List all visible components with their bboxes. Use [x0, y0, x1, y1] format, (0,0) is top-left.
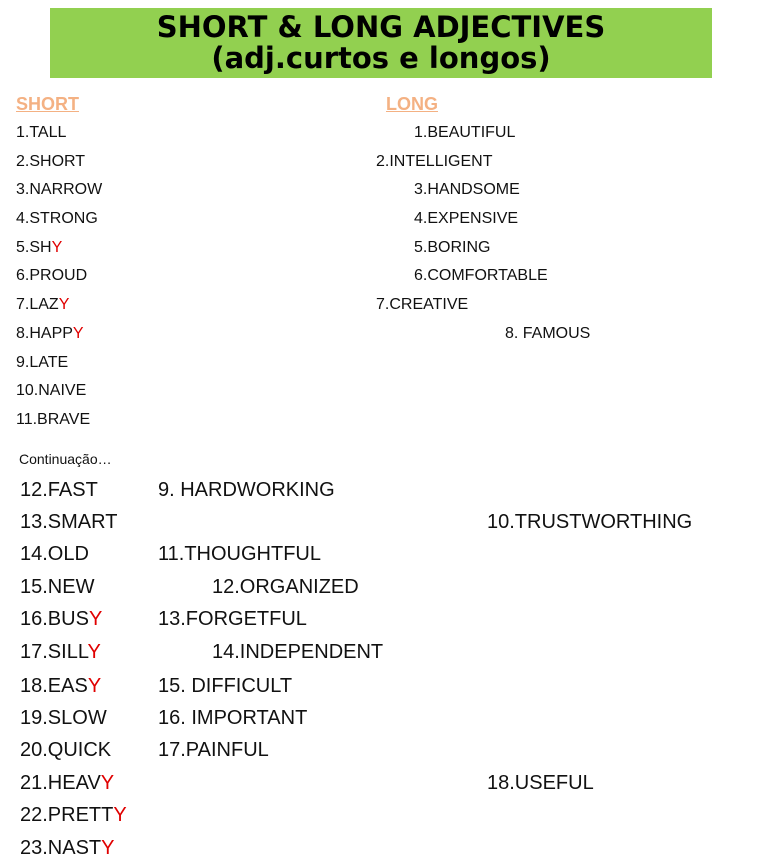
- long-item: 1.BEAUTIFUL: [414, 124, 516, 141]
- long-item: 7.CREATIVE: [376, 296, 469, 313]
- short-item: 21.HEAVY: [20, 772, 115, 794]
- short-item: 20.QUICK: [20, 739, 112, 761]
- short-item: 2.SHORT: [16, 153, 86, 170]
- long-header: LONG: [386, 94, 438, 114]
- short-item: 23.NASTY: [20, 837, 115, 859]
- long-item: 6.COMFORTABLE: [414, 267, 548, 284]
- long-item: 5.BORING: [414, 239, 491, 256]
- short-item: 17.SILLY: [20, 641, 101, 663]
- long-item: 13.FORGETFUL: [158, 608, 307, 630]
- long-item: 4.EXPENSIVE: [414, 210, 519, 227]
- title-line-1: SHORT & LONG ADJECTIVES: [156, 10, 606, 44]
- short-item: 19.SLOW: [20, 707, 107, 729]
- short-item: 4.STRONG: [16, 210, 98, 227]
- long-item: 10.TRUSTWORTHING: [487, 511, 693, 533]
- short-item: 13.SMART: [20, 511, 118, 533]
- short-item: 11.BRAVE: [16, 411, 91, 428]
- short-item: 1.TALL: [16, 124, 67, 141]
- continuation-label: Continuação…: [19, 451, 112, 467]
- short-item: 6.PROUD: [16, 267, 88, 284]
- long-item: 14.INDEPENDENT: [212, 641, 384, 663]
- short-item: 22.PRETTY: [20, 804, 127, 826]
- short-item: 18.EASY: [20, 675, 102, 697]
- short-item: 16.BUSY: [20, 608, 103, 630]
- long-item: 18.USEFUL: [487, 772, 594, 794]
- long-item: 3.HANDSOME: [414, 181, 520, 198]
- long-item: 11.THOUGHTFUL: [158, 543, 321, 565]
- short-item: 7.LAZY: [16, 296, 70, 313]
- short-item: 10.NAIVE: [16, 382, 87, 399]
- long-item: 8. FAMOUS: [505, 325, 591, 342]
- short-header: SHORT: [16, 94, 79, 114]
- long-item: 2.INTELLIGENT: [376, 153, 493, 170]
- short-item: 8.HAPPY: [16, 325, 84, 342]
- long-item: 9. HARDWORKING: [158, 479, 335, 501]
- title-line-2: (adj.curtos e longos): [211, 41, 551, 75]
- short-item: 15.NEW: [20, 576, 95, 598]
- title-banner: [50, 8, 712, 78]
- short-item: 12.FAST: [20, 479, 98, 501]
- long-item: 16. IMPORTANT: [158, 707, 308, 729]
- short-item: 3.NARROW: [16, 181, 103, 198]
- short-item: 14.OLD: [20, 543, 89, 565]
- long-item: 12.ORGANIZED: [212, 576, 359, 598]
- short-item: 9.LATE: [16, 354, 69, 371]
- long-item: 15. DIFFICULT: [158, 675, 293, 697]
- long-item: 17.PAINFUL: [158, 739, 269, 761]
- short-item: 5.SHY: [16, 239, 63, 256]
